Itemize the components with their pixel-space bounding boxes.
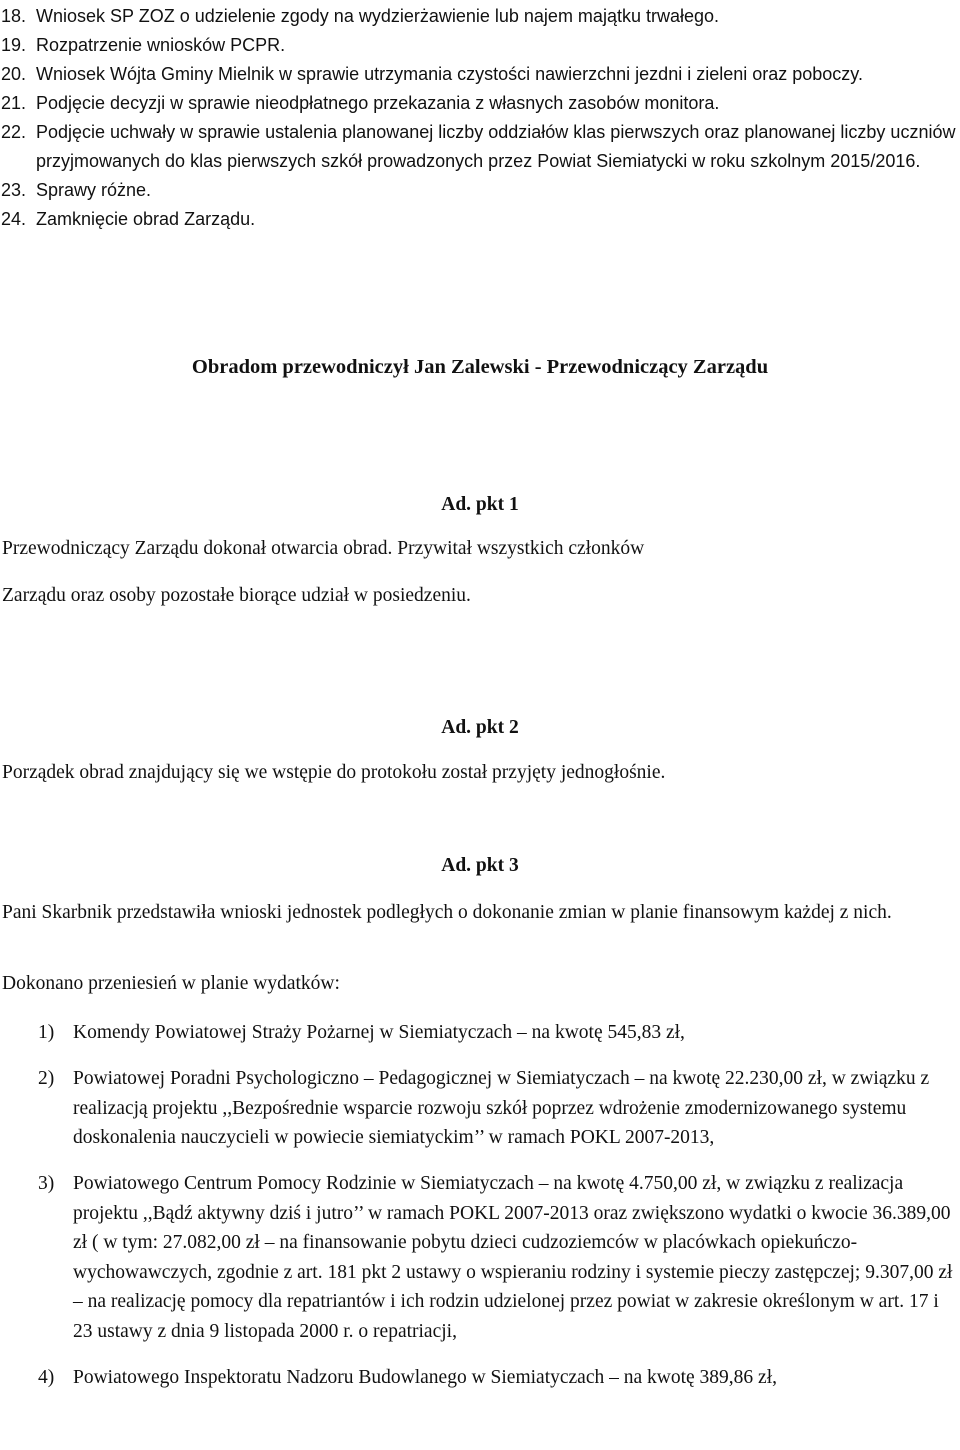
transfers-intro: Dokonano przeniesień w planie wydatków:	[2, 973, 340, 994]
list-item-text: Powiatowego Centrum Pomocy Rodzinie w Siemiatyczach – na kwotę 4.750,00 zł, w związku z realizacja projektu ,,Bądź aktywny dziś i jutro’’ w ramach POKL 2007-2013 oraz zwiększono wydatki o kwocie 36.389,00 zł ( w tym: 27.082,00 zł – na finansowanie pobytu dzieci cudzoziemców w placówkach opiekuńczo-wychowawczych, zgodnie z art. 181 pkt 2 ustawy o wspieraniu rodziny i systemie pieczy zastępczej; 9.307,00 zł – na realizację pomocy dla repatriantów i ich rodzin udzielonej przez powiat w zakresie określonym w art. 17 i 23 ustawy z dnia 9 listopada 2000 r. o repatriacji,	[73, 1173, 953, 1342]
list-item	[0, 1363, 960, 1393]
agenda-list	[0, 2, 960, 234]
list-item-number: 1)	[38, 1022, 55, 1043]
pkt3-text: Pani Skarbnik przedstawiła wnioski jednostek podległych o dokonanie zmian w planie finansowym każdej z nich.	[2, 902, 892, 923]
pkt1-heading: Ad. pkt 1	[441, 494, 519, 515]
pkt1-line1: Przewodniczący Zarządu dokonał otwarcia obrad. Przywitał wszystkich członków	[2, 538, 645, 559]
list-item-text: Powiatowego Inspektoratu Nadzoru Budowlanego w Siemiatyczach – na kwotę 389,86 zł,	[73, 1366, 777, 1388]
agenda-item-text: Podjęcie uchwały w sprawie ustalenia planowanej liczby oddziałów klas pierwszych oraz planowanej liczby uczniów przyjmowanych do klas pierwszych szkół prowadzonych przez Powiat Siemiatycki w roku szkolnym 2015/2016.	[36, 122, 956, 171]
pkt2-text: Porządek obrad znajdujący się we wstępie do protokołu został przyjęty jednogłośnie.	[2, 762, 666, 783]
agenda-item	[0, 176, 960, 205]
list-item-number: 4)	[38, 1366, 55, 1388]
pkt1-line2: Zarządu oraz osoby pozostałe biorące udział w posiedzeniu.	[2, 585, 471, 606]
list-item	[0, 1018, 960, 1048]
agenda-item-number: 21.	[1, 93, 27, 113]
chair-line: Obradom przewodniczył Jan Zalewski - Przewodniczący Zarządu	[191, 356, 769, 378]
agenda-item	[0, 205, 960, 234]
list-item	[0, 1064, 960, 1153]
agenda-item-number: 18.	[1, 6, 27, 26]
agenda-item-text: Zamknięcie obrad Zarządu.	[36, 209, 256, 229]
list-item	[0, 1169, 960, 1346]
agenda-item-text: Rozpatrzenie wniosków PCPR.	[36, 35, 286, 55]
agenda-item-number: 20.	[1, 64, 27, 84]
transfers-list	[0, 1018, 960, 1409]
pkt2-heading: Ad. pkt 2	[441, 717, 519, 738]
agenda-item	[0, 2, 960, 31]
list-item-text: Powiatowej Poradni Psychologiczno – Pedagogicznej w Siemiatyczach – na kwotę 22.230,00 zł, w związku z realizacją projektu ,,Bezpośrednie wsparcie rozwoju szkół poprzez wdrożenie zmodernizowanego systemu doskonalenia nauczycieli w powiecie siemiatyckim’’ w ramach POKL 2007-2013,	[73, 1068, 930, 1148]
list-item-text: Komendy Powiatowej Straży Pożarnej w Siemiatyczach – na kwotę 545,83 zł,	[73, 1022, 685, 1043]
list-item-number: 2)	[38, 1068, 55, 1089]
agenda-item	[0, 31, 960, 60]
list-item-number: 3)	[38, 1173, 55, 1194]
agenda-item-number: 19.	[1, 35, 27, 55]
pkt3-heading: Ad. pkt 3	[441, 855, 519, 876]
agenda-item-text: Wniosek Wójta Gminy Mielnik w sprawie utrzymania czystości nawierzchni jezdni i zieleni oraz poboczy.	[36, 64, 863, 84]
agenda-item-text: Sprawy różne.	[36, 180, 152, 200]
agenda-item-number: 22.	[1, 122, 27, 142]
agenda-item-text: Podjęcie decyzji w sprawie nieodpłatnego przekazania z własnych zasobów monitora.	[36, 93, 720, 113]
agenda-item-text: Wniosek SP ZOZ o udzielenie zgody na wydzierżawienie lub najem majątku trwałego.	[36, 6, 719, 26]
agenda-item	[0, 60, 960, 89]
agenda-item-number: 24.	[1, 209, 27, 229]
agenda-item	[0, 118, 960, 176]
agenda-item-number: 23.	[1, 180, 27, 200]
agenda-item	[0, 89, 960, 118]
